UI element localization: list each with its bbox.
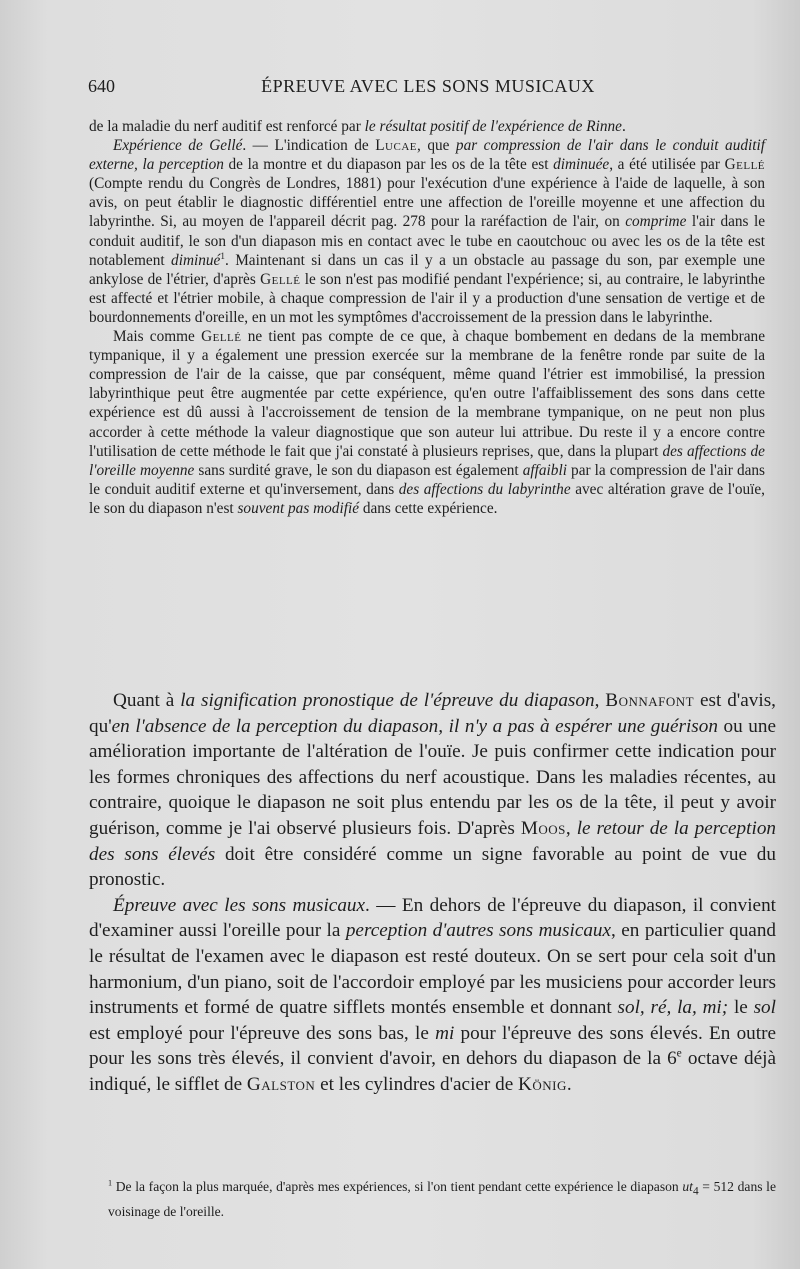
small-print-section bbox=[89, 117, 765, 518]
author-name: Gellé bbox=[260, 270, 301, 288]
footnote-mark: 1 bbox=[108, 1178, 113, 1188]
paragraph-musical-sounds: Épreuve avec les sons musicaux. — En dehors de l'épreuve du diapason, il convient d'examiner aussi l'oreille pour la perception d'autres sons musicaux, en particulier quand le résultat de l'examen avec le diapason est resté douteux. On se sert pour cela soit d'un harmonium, d'un piano, soit de l'accordoir employé par les musiciens pour accorder leurs instruments et formé de quatre sifflets montés ensemble et donnant sol, ré, la, mi; le sol est employé pour l'épreuve des sons bas, le mi pour l'épreuve des sons élevés. En outre pour les sons très élevés, il convient d'avoir, en dehors du diapason de la 6e octave déjà indiqué, le sifflet de Galston et les cylindres d'acier de König. bbox=[89, 894, 777, 1095]
paragraph-gelle-experiment: Expérience de Gellé. — L'indication de Lucae, que par compression de l'air dans le conduit auditif externe, la perception de la montre et du diapason par les os de la tête est diminuée, a été utilisée par Gellé (Compte rendu du Congrès de Londres, 1881) pour l'exécution d'une expérience à l'aide de laquelle, à son avis, on peut établir le diagnostic différentiel entre une affection de l'oreille moyenne et une affection du labyrinthe. Si, au moyen de l'appareil décrit pag. 278 pour la raréfaction de l'air, on comprime l'air dans le conduit auditif, le son d'un diapason mis en contact avec le tube en caoutchouc ou avec les os de la tête est notablement diminué$^1$. Maintenant si dans un cas il y a un obstacle au passage du son, par exemple une ankylose de l'étrier, d'après Gellé le son n'est pas modifié pendant l'expérience; si, au contraire, le labyrinthe est affecté et l'étrier mobile, à chaque compression de l'air il y a production d'une sensation de vertige et de bourdonnements d'oreille, en un mot les symptômes d'accroissement de la pression dans le labyrinthe. bbox=[89, 137, 766, 326]
author-name: Galston bbox=[246, 1073, 316, 1095]
page-number: 640 bbox=[88, 76, 115, 96]
footnote-reference: 1 bbox=[220, 250, 225, 261]
author-name: Gellé bbox=[201, 328, 242, 346]
author-name: Gellé bbox=[724, 156, 766, 174]
math-note: ut bbox=[682, 1179, 693, 1194]
author-name: Bonnafont bbox=[605, 690, 695, 711]
paragraph-prognosis: Quant à la signification pronostique de l'épreuve du diapason, Bonnafont est d'avis, qu'en l'absence de la perception du diapason, il n'y a pas à espérer une guérison ou une amélioration importante de l'altération de l'ouïe. Je puis confirmer cette indication pour les formes chroniques des affections du nerf acoustique. Dans les maladies récentes, au contraire, quoique le diapason ne soit plus entendu par les os de la tête, il peut y avoir guérison, comme je l'ai observé plusieurs fois. D'après Moos, le retour de la perception des sons élevés doit être considéré comme un signe favorable au point de vue du pronostic. bbox=[89, 690, 777, 891]
page-header bbox=[88, 76, 768, 100]
paragraph-rinne: de la maladie du nerf auditif est renforcé par le résultat positif de l'expérience de Rinne. bbox=[89, 118, 626, 135]
author-name: Lucae bbox=[375, 137, 417, 155]
footnote: $^1$ De la façon la plus marquée, d'après mes expériences, si l'on tient pendant cette expérience le diapason $ut_4 = 512$ dans le voisinage de l'oreille. bbox=[108, 1178, 776, 1219]
main-text-section bbox=[89, 688, 776, 1098]
author-name: Moos bbox=[520, 817, 566, 839]
paragraph-gelle-critique: Mais comme Gellé ne tient pas compte de ce que, à chaque bombement en dedans de la membrane tympanique, il y a également une pression exercée sur la membrane de la fenêtre ronde par suite de la compression de l'air de la caisse, que par conséquent, même quand l'étrier est immobilisé, la pression labyrinthique peut être augmentée par cette expérience, qu'en outre l'affaiblissement des sons dans cette expérience est dû aussi à l'accroissement de tension de la membrane tympanique, on ne peut non plus accorder à cette méthode la valeur diagnostique que son auteur lui attribue. Du reste il y a encore contre l'utilisation de cette méthode le fait que j'ai constaté à plusieurs reprises, que, dans la plupart des affections de l'oreille moyenne sans surdité grave, le son du diapason est également affaibli par la compression de l'air dans le conduit auditif externe et qu'inversement, dans des affections du labyrinthe avec altération grave de l'ouïe, le son du diapason n'est souvent pas modifié dans cette expérience. bbox=[89, 328, 765, 517]
running-title: ÉPREUVE AVEC LES SONS MUSICAUX bbox=[261, 76, 595, 96]
author-name: König bbox=[518, 1073, 567, 1095]
